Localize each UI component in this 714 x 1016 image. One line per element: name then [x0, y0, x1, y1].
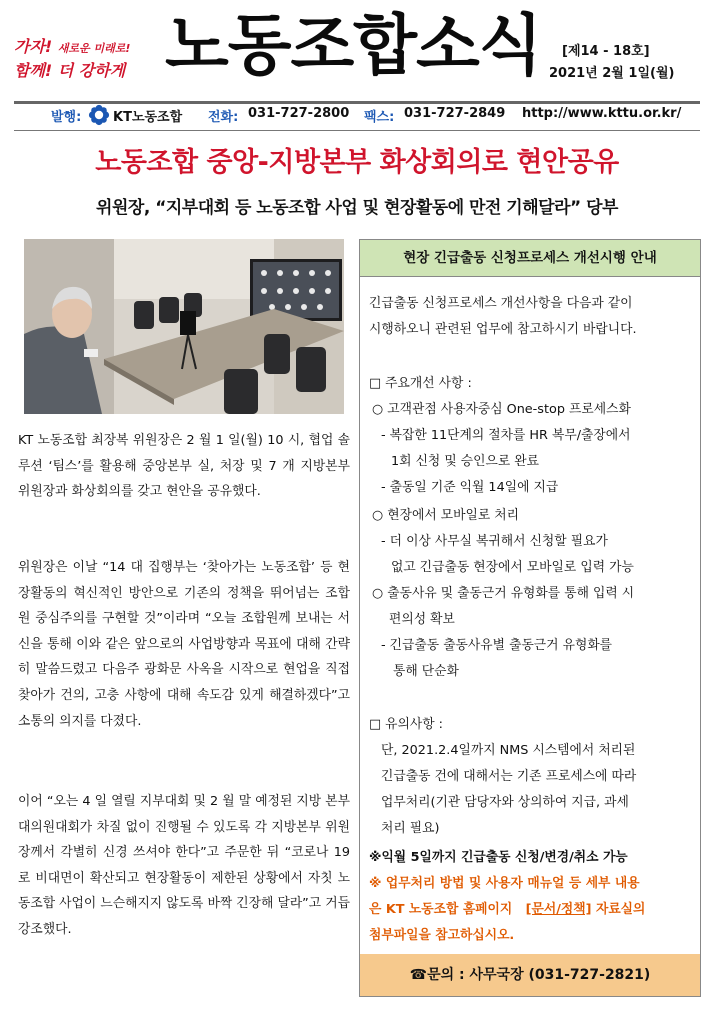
section-improvements: □ 주요개선 사항 :: [369, 376, 472, 391]
slogan-line1: [14, 34, 130, 57]
caution-line-1: 단, 2021.2.4일까지 NMS 시스템에서 처리된: [381, 743, 636, 758]
issue-number: [제14 - 18호]: [562, 44, 650, 59]
improvement-1: ○ 고객관점 사용자중심 One-stop 프로세스화: [372, 402, 631, 417]
phone-number: 031-727-2800: [248, 106, 350, 121]
publisher-name: KT노동조합: [113, 110, 183, 125]
improvement-3-detail-2: 통해 단순화: [393, 664, 459, 679]
headline: 노동조합 중앙-지방본부 화상회의로 현안공유: [95, 147, 619, 178]
manual-note-2a: 은 KT 노동조합 홈페이지: [369, 902, 513, 917]
improvement-2: ○ 현장에서 모바일로 처리: [372, 508, 519, 523]
manual-note-3: 첨부파일을 참고하십시오.: [369, 928, 515, 943]
slogan-future: 새로운 미래로!: [57, 42, 131, 55]
improvement-1-detail-1: - 복잡한 11단계의 절차를 HR 복무/출장에서: [381, 428, 631, 443]
kt-union-logo-icon: [88, 104, 110, 126]
improvement-2-detail-2: 없고 긴급출동 현장에서 모바일로 입력 가능: [391, 560, 634, 575]
section-cautions: □ 유의사항 :: [369, 717, 443, 732]
manual-note-1: ※ 업무처리 방법 및 사용자 매뉴얼 등 세부 내용: [369, 876, 640, 891]
fax-number: 031-727-2849: [404, 106, 506, 121]
caution-line-4: 처리 필요): [381, 821, 440, 836]
improvement-3-cont: 편의성 확보: [389, 612, 455, 627]
fax-label: 팩스:: [364, 110, 395, 125]
notice-title: 현장 긴급출동 신청프로세스 개선시행 안내: [360, 240, 700, 277]
contact-banner: ☎문의 : 사무국장 (031-727-2821): [360, 954, 700, 996]
masthead-title: 노동조합소식: [165, 7, 542, 84]
improvement-2-detail-1: - 더 이상 사무실 복귀해서 신청할 필요가: [381, 534, 608, 549]
docs-policy-link[interactable]: [문서/정책]: [525, 902, 592, 917]
caution-line-3: 업무처리(기관 담당자와 상의하여 지급, 과세: [381, 795, 629, 810]
phone-label: 전화:: [208, 110, 239, 125]
subheadline: 위원장, “지부대회 등 노동조합 사업 및 현장활동에 만전 기해달라” 당부: [96, 198, 618, 218]
publisher-label: 발행:: [51, 110, 82, 125]
improvement-1-detail-2: 1회 신청 및 승인으로 완료: [391, 454, 540, 469]
notice-intro-2: 시행하오니 관련된 업무에 참고하시기 바랍니다.: [369, 322, 637, 337]
manual-note-2c: 자료실의: [595, 902, 646, 917]
slogan-line2: 함께! 더 강하게: [14, 61, 126, 80]
slogan-go: 가자!: [14, 37, 53, 56]
improvement-3-detail-1: - 긴급출동 출동사유별 출동근거 유형화를: [381, 638, 613, 653]
improvement-1-detail-3: - 출동일 기준 익월 14일에 지급: [381, 480, 559, 495]
article-paragraph-2: 위원장은 이날 “14 대 집행부는 ‘찾아가는 노동조합’ 등 현장활동의 혁신적인 방안으로 기존의 정책을 뛰어넘는 조합원 중심주의를 구현할 것”이라며 “오늘 조합원께 보내는 서신을 통해 이와 같은 앞으로의 사업방향과 목표에 대해 간략히 말씀드렸고 다음주 광화문 사옥을 시작으로 현업을 직접 찾아가 건의, 고충 사항에 대해 속도감 있게 해결하겠다”고 소통의 의지를 다졌다.: [18, 560, 350, 729]
improvement-3: ○ 출동사유 및 출동근거 유형화를 통해 입력 시: [372, 586, 635, 601]
issue-date: 2021년 2월 1일(월): [549, 66, 675, 81]
union-website-link[interactable]: http://www.kttu.or.kr/: [522, 106, 682, 121]
article-paragraph-1: KT 노동조합 최장복 위원장은 2 월 1 일(월) 10 시, 협업 솔루션 ‘팀스’를 활용해 중앙본부 실, 처장 및 7 개 지방본부 위원장과 화상회의를 갖고 현안을 공유했다.: [18, 433, 350, 500]
caution-line-2: 긴급출동 건에 대해서는 기존 프로세스에 따라: [381, 769, 637, 784]
article-paragraph-3: 이어 “오는 4 일 열릴 지부대회 및 2 월 말 예정된 지방 본부대의원대회가 차질 없이 진행될 수 있도록 각 지방본부 위원장께서 각별히 신경 쓰셔야 한다”고 주문한 뒤 “코로나 19 로 비대면이 확산되고 현장활동이 제한된 상황에서 자칫 노동조합 사업이 느슨해지지 않도록 바짝 긴장해 달라”고 거듭 강조했다.: [18, 794, 350, 937]
deadline-note: ※익월 5일까지 긴급출동 신청/변경/취소 가능: [369, 850, 628, 865]
manual-note-2: [369, 897, 645, 922]
video-conference-photo: [24, 239, 344, 414]
notice-intro-1: 긴급출동 신청프로세스 개선사항을 다음과 같이: [369, 296, 633, 311]
